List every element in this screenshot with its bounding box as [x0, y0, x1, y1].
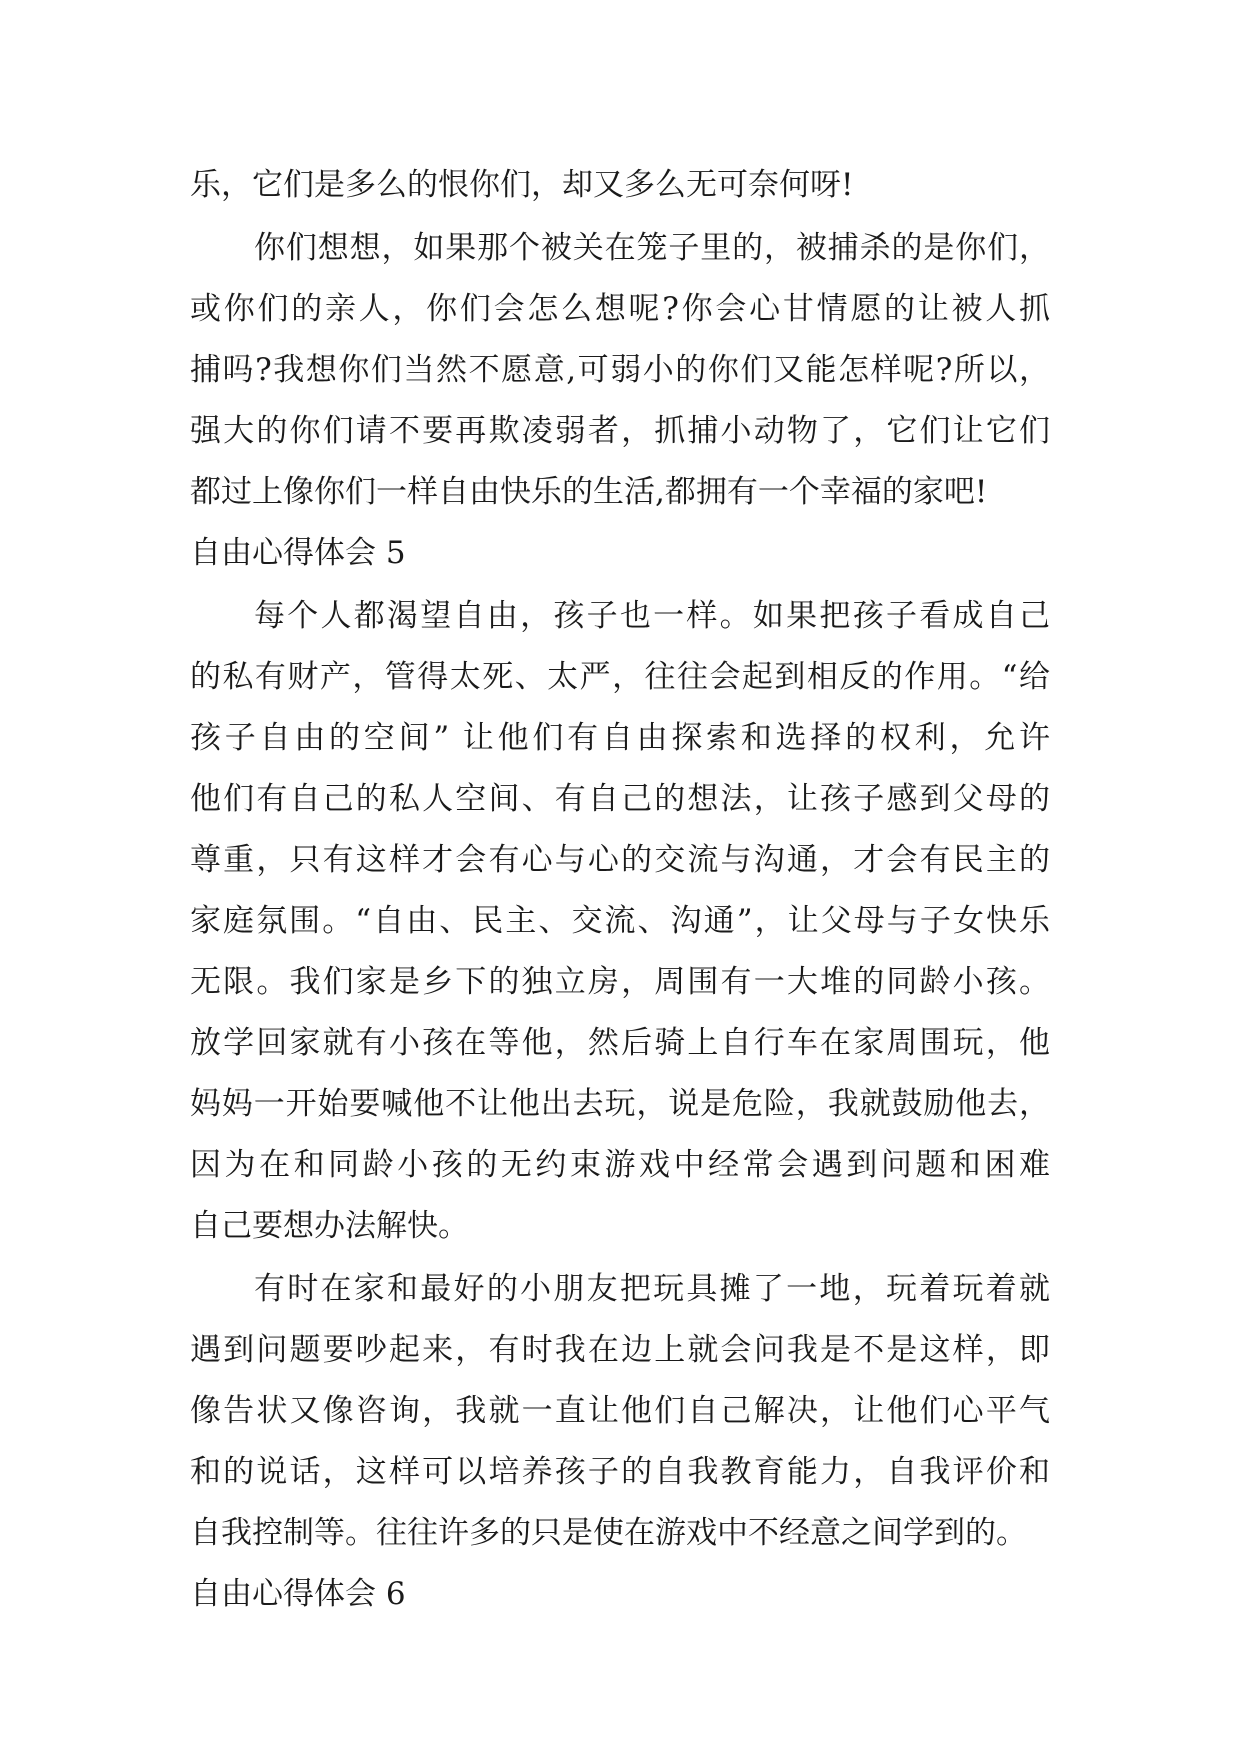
paragraph-2 [190, 218, 1050, 523]
paragraph-line: 捕吗?我想你们当然不愿意,可弱小的你们又能怎样呢?所以， [190, 352, 1050, 388]
paragraph-line: 强大的你们请不要再欺凌弱者，抓捕小动物了，它们让它们 [190, 413, 1050, 449]
paragraph-line: 的私有财产，管得太死、太严，往往会起到相反的作用。“给 [190, 659, 1050, 695]
paragraph-line: 都过上像你们一样自由快乐的生活,都拥有一个幸福的家吧! [190, 474, 988, 510]
paragraph-line: 每个人都渴望自由，孩子也一样。如果把孩子看成自己 [254, 598, 1050, 634]
paragraph-4 [190, 1259, 1050, 1564]
paragraph-line: 像告状又像咨询，我就一直让他们自己解决，让他们心平气 [190, 1393, 1050, 1429]
paragraph-line: 或你们的亲人，你们会怎么想呢?你会心甘情愿的让被人抓 [190, 291, 1050, 327]
paragraph-line: 乐，它们是多么的恨你们，却又多么无可奈何呀! [190, 167, 854, 203]
paragraph-line: 放学回家就有小孩在等他，然后骑上自行车在家周围玩，他 [190, 1025, 1050, 1061]
paragraph-line: 孩子自由的空间” 让他们有自由探索和选择的权利，允许 [190, 720, 1050, 756]
paragraph-line: 尊重，只有这样才会有心与心的交流与沟通，才会有民主的 [190, 842, 1050, 878]
paragraph-line: 遇到问题要吵起来，有时我在边上就会问我是不是这样，即 [190, 1332, 1050, 1368]
paragraph-line: 妈妈一开始要喊他不让他出去玩，说是危险，我就鼓励他去， [190, 1086, 1050, 1122]
paragraph-line: 他们有自己的私人空间、有自己的想法，让孩子感到父母的 [190, 781, 1050, 817]
section-heading-5: 自由心得体会 5 [190, 535, 406, 571]
document-page [190, 155, 1050, 1625]
paragraph-3 [190, 586, 1050, 1257]
paragraph-line: 和的说话，这样可以培养孩子的自我教育能力，自我评价和 [190, 1454, 1050, 1490]
paragraph-line: 家庭氛围。“自由、民主、交流、沟通”，让父母与子女快乐 [190, 903, 1050, 939]
paragraph-line: 自我控制等。往往许多的只是使在游戏中不经意之间学到的。 [190, 1515, 1027, 1551]
section-heading-6: 自由心得体会 6 [190, 1576, 406, 1612]
paragraph-line: 因为在和同龄小孩的无约束游戏中经常会遇到问题和困难 [190, 1147, 1050, 1183]
paragraph-line: 有时在家和最好的小朋友把玩具摊了一地，玩着玩着就 [254, 1271, 1050, 1307]
paragraph-line: 你们想想，如果那个被关在笼子里的，被捕杀的是你们， [254, 230, 1050, 266]
paragraph-line: 无限。我们家是乡下的独立房，周围有一大堆的同龄小孩。 [190, 964, 1050, 1000]
paragraph-1 [190, 155, 1050, 216]
paragraph-line: 自己要想办法解快。 [190, 1208, 469, 1244]
